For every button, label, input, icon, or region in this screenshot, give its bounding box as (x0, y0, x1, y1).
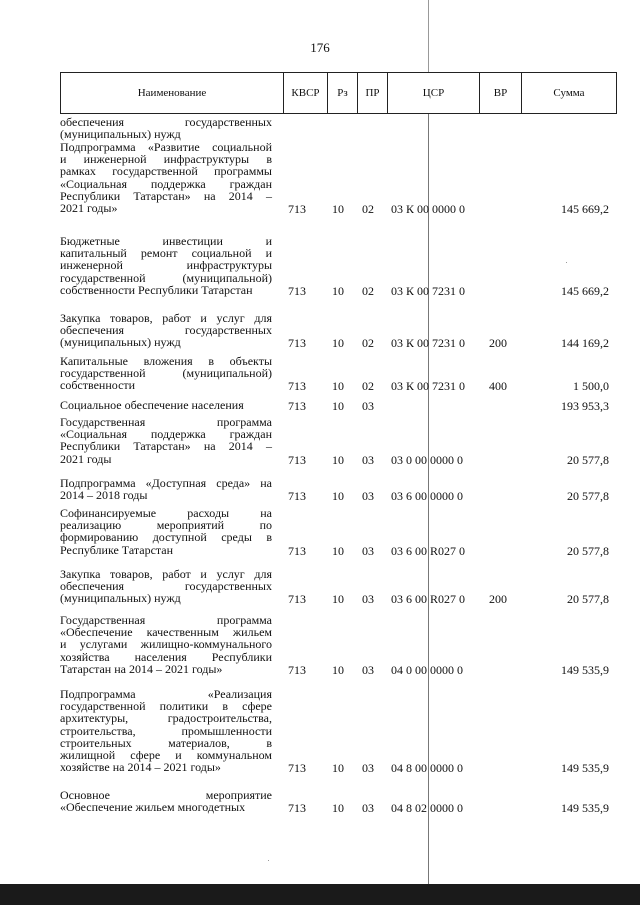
row-pr: 03 (362, 662, 374, 677)
row-rz: 10 (332, 801, 344, 816)
row-kvsr: 713 (288, 283, 306, 298)
row-name-line: собственности Республики Татарстан (60, 282, 253, 297)
row-csr: 03 0 00 0000 0 (391, 452, 463, 467)
row-rz: 10 (332, 399, 344, 413)
row-name-line: государственной политики в сфере (60, 699, 272, 714)
row-name-line: и инженерной инфраструктуры в (60, 152, 272, 167)
row-name-line: Подпрограмма «Развитие социальной (60, 140, 272, 154)
row-vr: 400 (489, 379, 507, 394)
row-name (60, 312, 272, 349)
row-name-line: строительства, промышленности (60, 723, 272, 738)
row-name-line: Основное мероприятие (60, 788, 272, 802)
row-pr: 02 (362, 202, 374, 216)
row-name (60, 141, 272, 214)
row-kvsr: 713 (288, 202, 306, 216)
row-name-line: Подпрограмма «Реализация (60, 687, 272, 701)
row-csr: 03 6 00 R027 0 (391, 592, 466, 607)
header-rz: Рз (327, 73, 357, 113)
row-kvsr: 713 (288, 592, 306, 607)
row-name-line: обеспечения государственных (60, 115, 272, 129)
row-name-line: государственной (муниципальной) (60, 366, 272, 381)
row-sum: 149 535,9 (561, 761, 609, 776)
row-name-line: Закупка товаров, работ и услуг для (60, 567, 272, 581)
row-name (60, 477, 272, 501)
row-rz: 10 (332, 592, 344, 607)
row-sum: 20 577,8 (567, 489, 609, 504)
row-name (60, 614, 272, 675)
row-name-line: Закупка товаров, работ и услуг для (60, 311, 272, 325)
row-name (60, 416, 272, 465)
row-csr: 04 8 02 0000 0 (391, 801, 463, 816)
row-sum: 193 953,3 (561, 399, 609, 413)
row-csr: 03 К 00 7231 0 (391, 379, 466, 394)
row-pr: 03 (362, 592, 374, 607)
row-csr: 03 К 00 0000 0 (391, 202, 466, 216)
row-vr: 200 (489, 592, 507, 607)
row-rz: 10 (332, 379, 344, 394)
row-name (60, 507, 272, 556)
row-name-line: (муниципальных) нужд (60, 335, 181, 350)
row-rz: 10 (332, 489, 344, 504)
row-csr: 03 К 00 7231 0 (391, 336, 466, 351)
row-name-line: Софинансируемые расходы на (60, 506, 272, 520)
row-name-line: Республики Татарстан» на 2014 – (60, 439, 272, 454)
row-name-line: Подпрограмма «Доступная среда» на (60, 476, 272, 490)
row-name-line: (муниципальных) нужд (60, 591, 181, 606)
row-kvsr: 713 (288, 801, 306, 816)
row-name-line: Татарстан на 2014 – 2021 годы» (60, 661, 223, 676)
table-header (60, 72, 617, 114)
row-name-line: «Социальная поддержка граждан (60, 427, 272, 442)
row-pr: 02 (362, 379, 374, 394)
page-number: 176 (310, 40, 330, 55)
row-name-line: обеспечения государственных (60, 579, 272, 594)
row-kvsr: 713 (288, 399, 306, 413)
row-name-line: 2014 – 2018 годы (60, 488, 148, 503)
row-name-line: реализацию мероприятий по (60, 518, 272, 533)
row-name (60, 568, 272, 605)
row-name-line: и услугами жилищно-коммунального (60, 637, 272, 652)
row-sum: 145 669,2 (561, 202, 609, 216)
header-kvsr: КВСР (283, 73, 327, 113)
row-pr: 03 (362, 399, 374, 413)
row-name (60, 355, 272, 392)
row-sum: 149 535,9 (561, 801, 609, 816)
row-sum: 144 169,2 (561, 336, 609, 351)
row-name-line: Социальное обеспечение населения (60, 398, 244, 412)
row-name (60, 116, 272, 140)
header-pr: ПР (357, 73, 387, 113)
row-name (60, 235, 272, 296)
row-name-line: Республики Татарстан» на 2014 – (60, 188, 272, 203)
row-pr: 03 (362, 543, 374, 558)
row-rz: 10 (332, 283, 344, 298)
row-kvsr: 713 (288, 452, 306, 467)
fold-line (428, 0, 429, 72)
row-name-line: государственной (муниципальной) (60, 270, 272, 285)
row-name-line: капитальный ремонт социальной и (60, 246, 272, 261)
header-vr: ВР (479, 73, 521, 113)
header-sum: Сумма (521, 73, 616, 113)
row-pr: 03 (362, 489, 374, 504)
row-name-line: (муниципальных) нужд (60, 127, 181, 142)
row-name-line: собственности (60, 378, 136, 393)
row-csr: 04 8 00 0000 0 (391, 761, 463, 776)
row-name-line: формированию доступной среды в (60, 530, 272, 545)
row-kvsr: 713 (288, 489, 306, 504)
row-name-line: Государственная программа (60, 613, 272, 627)
header-csr: ЦСР (387, 73, 479, 113)
row-pr: 03 (362, 761, 374, 776)
row-csr: 03 6 00 R027 0 (391, 543, 466, 558)
row-sum: 20 577,8 (567, 592, 609, 607)
row-rz: 10 (332, 202, 344, 216)
row-name-line: «Обеспечение качественным жильем (60, 625, 272, 640)
row-csr: 03 К 00 7231 0 (391, 283, 466, 298)
row-vr: 200 (489, 336, 507, 351)
row-name-line: инженерной инфраструктуры (60, 258, 272, 273)
row-kvsr: 713 (288, 662, 306, 677)
row-name-line: 2021 годы (60, 451, 112, 466)
row-csr: 04 0 00 0000 0 (391, 662, 463, 677)
row-kvsr: 713 (288, 543, 306, 558)
row-name-line: хозяйстве на 2014 – 2021 годы» (60, 760, 221, 775)
header-name: Наименование (137, 87, 207, 99)
row-sum: 20 577,8 (567, 452, 609, 467)
row-name-line: «Обеспечение жильем многодетных (60, 800, 246, 815)
row-sum: 145 669,2 (561, 283, 609, 298)
row-pr: 02 (362, 336, 374, 351)
row-name-line: Государственная программа (60, 415, 272, 429)
row-pr: 03 (362, 452, 374, 467)
row-name-line: обеспечения государственных (60, 323, 272, 338)
row-kvsr: 713 (288, 379, 306, 394)
scan-speck (268, 860, 269, 861)
row-name-line: 2021 годы» (60, 201, 118, 216)
row-pr: 03 (362, 801, 374, 816)
row-name-line: жилищной сфере и коммунальном (60, 748, 272, 763)
row-csr: 03 6 00 0000 0 (391, 489, 463, 504)
row-sum: 149 535,9 (561, 662, 609, 677)
row-sum: 20 577,8 (567, 543, 609, 558)
row-pr: 02 (362, 283, 374, 298)
row-name-line: Бюджетные инвестиции и (60, 234, 272, 248)
row-name-line: Республике Татарстан (60, 542, 174, 557)
row-name-line: хозяйства населения Республики (60, 649, 272, 664)
row-rz: 10 (332, 452, 344, 467)
row-name-line: архитектуры, градостроительства, (60, 711, 272, 726)
row-name (60, 688, 272, 773)
scan-bottom-edge (0, 884, 640, 905)
row-sum: 1 500,0 (573, 379, 609, 394)
row-rz: 10 (332, 543, 344, 558)
row-name (60, 399, 272, 411)
row-kvsr: 713 (288, 761, 306, 776)
row-rz: 10 (332, 662, 344, 677)
row-name-line: рамках государственной программы (60, 164, 272, 179)
row-name-line: Капитальные вложения в объекты (60, 354, 272, 368)
row-rz: 10 (332, 761, 344, 776)
row-name-line: строительных материалов, в (60, 735, 272, 750)
row-kvsr: 713 (288, 336, 306, 351)
scan-speck (566, 262, 567, 263)
row-rz: 10 (332, 336, 344, 351)
row-name-line: «Социальная поддержка граждан (60, 176, 272, 191)
row-name (60, 789, 272, 813)
